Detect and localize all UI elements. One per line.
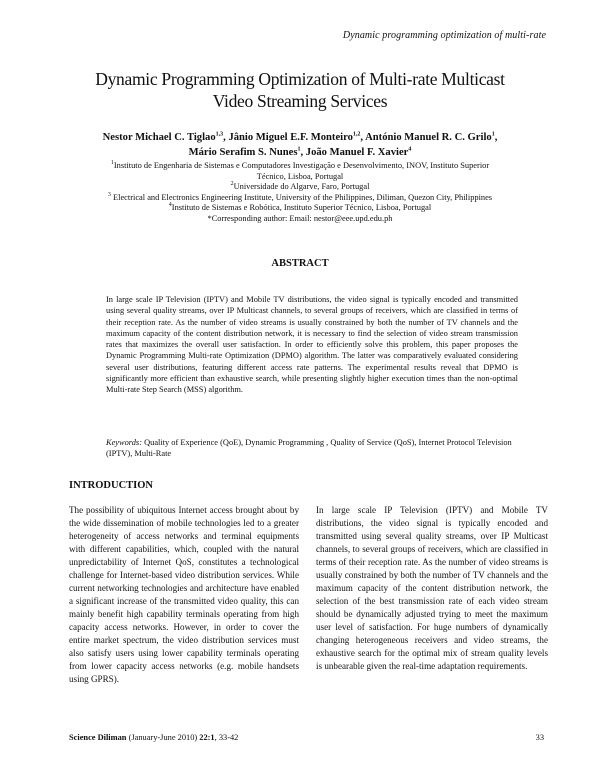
footer-citation: [69, 733, 238, 742]
author-name: Nestor Michael C. Tiglao: [102, 132, 216, 143]
affil-text: Instituto de Engenharia de Sistemas e Computadores Investigação e Desenvolvimento, INOV, Instituto Superior: [113, 161, 490, 170]
author-line-2: Mário Serafim S. Nunes$^1$, João Manuel F. Xavier$^4$: [188, 146, 412, 158]
author-name: Mário Serafim S. Nunes: [188, 147, 298, 158]
author-line-1: Nestor Michael C. Tiglao$^{1,3}$, Jânio Miguel E.F. Monteiro$^{1,2}$, António Manuel R. C. Grilo$^1$,: [102, 131, 498, 143]
affiliation-3: [40, 193, 560, 204]
footer-pages: , 33-42: [214, 733, 239, 742]
affil-number: 2: [230, 181, 234, 188]
affil-text: Universidade do Algarve, Faro, Portugal: [233, 182, 370, 192]
affil-number: 1: [110, 160, 114, 167]
affil-number: 3: [107, 191, 111, 198]
introduction-heading: INTRODUCTION: [69, 480, 154, 491]
author-affil-mark: 1: [491, 131, 495, 138]
page-number: 33: [535, 733, 544, 742]
title-line-2: Video Streaming Services: [212, 91, 388, 111]
running-head: Dynamic programming optimization of multi-rate: [342, 30, 546, 41]
paper-title: [40, 68, 560, 112]
keywords-label: Keywords:: [106, 438, 142, 447]
corresponding-author: *Corresponding author: Email: nestor@eee.upd.edu.ph: [207, 213, 393, 223]
affil-text: Electrical and Electronics Engineering Institute, University of the Philippines, Diliman, Quezon City, Philippines: [110, 192, 493, 202]
abstract-text: In large scale IP Television (IPTV) and Mobile TV distributions, the video signal is typically encoded and transmitted using several quality streams, over IP Multicast channels, to several groups of receivers, which are classified in terms of their reception rate. As the number of video streams is usually constrained by both the number of TV channels and the maximum capacity of the content distribution network, it is necessary to find the selection of video stream transmission rates that maximizes the overall user satisfaction. In order to efficiently solve this problem, this paper proposes the Dynamic Programming Multi-rate Optimization (DPMO) algorithm. The latter was comparatively evaluated considering several user distributions, featuring different access rate patterns. The experimental results reveal that DPMO is significantly more efficient than exhaustive search, while presenting slightly higher execution times than the non-optimal Multi-rate Step Search (MSS) algorithm.: [106, 295, 518, 395]
author-name: António Manuel R. C. Grilo: [365, 132, 492, 143]
author-affil-mark: 1,2: [352, 131, 361, 138]
keywords-text: Quality of Experience (QoE), Dynamic Programming , Quality of Service (QoS), Internet Protocol Television (IPTV), Multi-Rate: [106, 438, 512, 459]
author-affil-mark: 4: [408, 146, 412, 153]
affil-text: Instituto de Sistemas e Robótica, Instituto Superior Técnico, Lisboa, Portugal: [171, 203, 432, 213]
author-name: João Manuel F. Xavier: [305, 147, 409, 158]
affiliation-1-cont: Técnico, Lisboa, Portugal: [256, 171, 344, 181]
author-name: Jânio Miguel E.F. Monteiro: [228, 132, 353, 143]
intro-left-column: The possibility of ubiquitous Internet access brought about by the wide dissemination of mobile technologies led to a greater heterogeneity of access networks and terminal equipments with different capabilities, which, coupled with the natural unpredictability of Internet QoS, constitutes a technological challenge for Internet-based video distribution services. While current networking technologies and architecture have enabled a significant increase of the transmitted video quality, this can mainly benefit high capability terminals operating from high capacity access networks. However, in order to cover the entire market spectrum, the video distribution services must also satisfy users using lower capability terminals operating from lower capacity access networks (e.g. mobile handsets using GPRS).: [69, 505, 299, 684]
author-list: [60, 130, 540, 160]
author-affil-mark: 1: [297, 146, 301, 153]
affil-number: 4: [168, 202, 172, 209]
abstract-heading: ABSTRACT: [271, 258, 329, 269]
affiliation-1: [40, 161, 560, 172]
affiliation-4: [40, 203, 560, 214]
affiliations: [40, 161, 560, 225]
affiliation-2: [40, 182, 560, 193]
title-line-1: Dynamic Programming Optimization of Multi-rate Multicast: [95, 69, 505, 89]
footer-journal: Science Diliman: [69, 733, 127, 742]
keywords: [106, 437, 518, 460]
footer-volume: 22:1: [199, 733, 215, 742]
author-affil-mark: 1,3: [215, 131, 224, 138]
intro-right-column: In large scale IP Television (IPTV) and Mobile TV distributions, the video signal is typically encoded and transmitted using several quality streams, over IP Multicast channels, to several groups of receivers, which are classified in terms of their reception rate. As the number of video streams is usually constrained by both the number of TV channels and the maximum capacity of the content distribution network, the selection of the best transmission rate of each video stream should be dynamically adjusted trying to meet the maximum user level of satisfaction. For huge numbers of dynamically changing heterogeneous receivers and video streams, the exhaustive search for the optimal mix of stream quality levels is unbearable given the real-time adaptation requirements.: [316, 505, 548, 671]
footer-date: (January-June 2010): [126, 733, 200, 742]
